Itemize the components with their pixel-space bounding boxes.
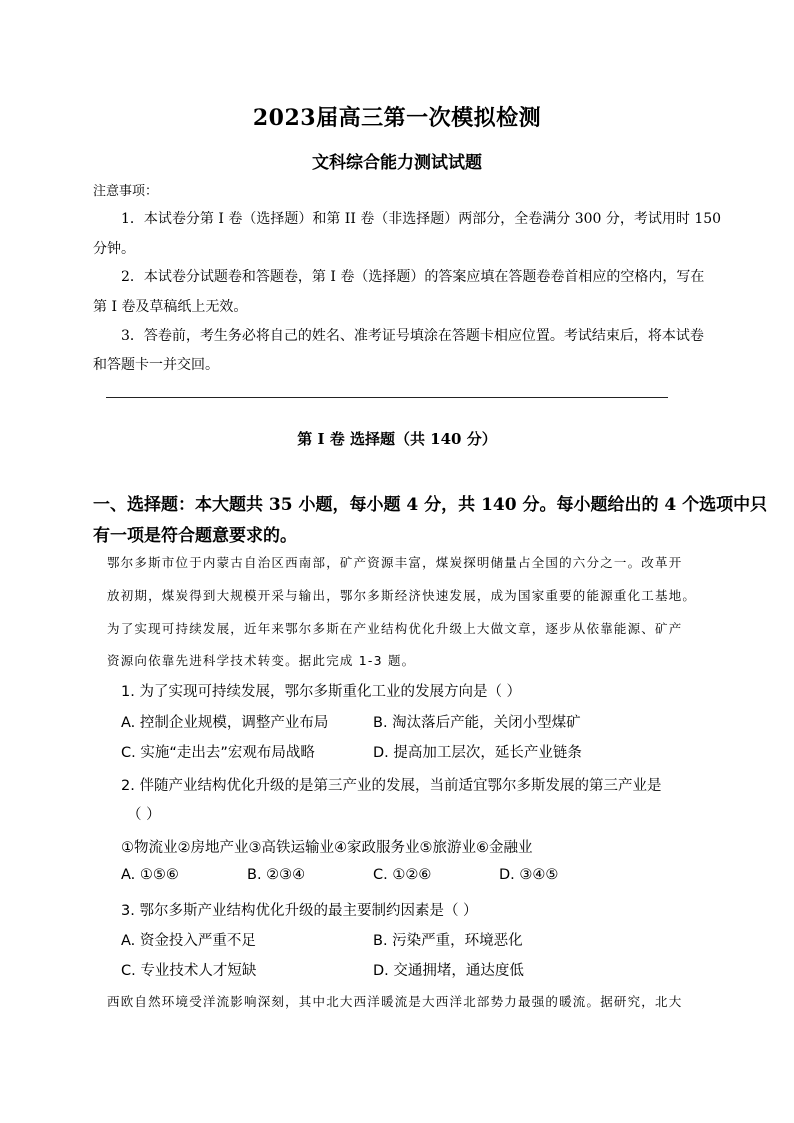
question-1-option-a: A. 控制企业规模，调整产业布局 [121, 715, 329, 731]
question-1-option-d: D. 提高加工层次，延长产业链条 [373, 745, 582, 761]
question-1-stem: 1. 为了实现可持续发展，鄂尔多斯重化工业的发展方向是（ ） [121, 684, 522, 700]
notice-item-1-line1: 1．本试卷分第 I 卷（选择题）和第 II 卷（非选择题）两部分，全卷满分 300 分，考试用时 150 [121, 211, 722, 227]
question-3-option-c: C. 专业技术人才短缺 [121, 963, 257, 979]
passage1-line4: 资源向依靠先进科学技术转变。据此完成 1-3 题。 [107, 653, 416, 668]
question-3-option-d: D. 交通拥堵，通达度低 [373, 963, 524, 979]
question-3-option-b: B. 污染严重，环境恶化 [373, 933, 523, 949]
notice-heading: 注意事项： [93, 184, 159, 199]
passage1-line3: 为了实现可持续发展，近年来鄂尔多斯在产业结构优化升级上大做文章，逐步从依靠能源、矿产 [107, 621, 683, 636]
question-3-option-a: A. 资金投入严重不足 [121, 933, 256, 949]
notice-item-2-line1: 2．本试卷分试题卷和答题卷，第 I 卷（选择题）的答案应填在答题卷卷首相应的空格内，写在 [121, 269, 705, 285]
exam-subtitle: 文科综合能力测试试题 [312, 153, 482, 173]
page-title: 2023届高三第一次模拟检测 [252, 105, 542, 131]
question-3-stem: 3. 鄂尔多斯产业结构优化升级的最主要制约因素是（ ） [121, 903, 478, 919]
question-2-option-c: C. ①②⑥ [373, 867, 432, 883]
passage1-line1: 鄂尔多斯市位于内蒙古自治区西南部，矿产资源丰富，煤炭探明储量占全国的六分之一。改革开 [107, 555, 683, 570]
notice-item-3-line2: 和答题卡一并交回。 [93, 357, 219, 373]
question-1-option-b: B. 淘汰落后产能，关闭小型煤矿 [373, 715, 581, 731]
question-2-stem: 2. 伴随产业结构优化升级的是第三产业的发展，当前适宜鄂尔多斯发展的第三产业是 [121, 778, 662, 794]
question-2-blank: （ ） [127, 807, 161, 823]
section1-heading-line1: 一、选择题：本大题共 35 小题，每小题 4 分，共 140 分。每小题给出的 4 个选项中只 [93, 495, 768, 515]
question-2-option-a: A. ①⑤⑥ [121, 867, 179, 883]
question-1-option-c: C. 实施“走出去”宏观布局战略 [121, 745, 315, 761]
notice-item-2-line2: 第 I 卷及草稿纸上无效。 [93, 299, 248, 315]
notice-item-1-line2: 分钟。 [93, 241, 135, 257]
question-2-option-d: D. ③④⑤ [499, 867, 559, 883]
divider-line [106, 397, 668, 398]
notice-item-3-line1: 3．答卷前，考生务必将自己的姓名、准考证号填涂在答题卡相应位置。考试结束后，将本试卷 [121, 328, 704, 344]
passage1-line2: 放初期，煤炭得到大规模开采与输出，鄂尔多斯经济快速发展，成为国家重要的能源重化工基地。 [107, 588, 697, 603]
part1-title: 第 I 卷 选择题（共 140 分） [297, 430, 497, 448]
section1-heading-line2: 有一项是符合题意要求的。 [93, 526, 297, 546]
question-2-option-b: B. ②③④ [247, 867, 306, 883]
question-2-list: ①物流业②房地产业③高铁运输业④家政服务业⑤旅游业⑥金融业 [121, 840, 533, 856]
passage2-line1: 西欧自然环境受洋流影响深刻，其中北大西洋暖流是大西洋北部势力最强的暖流。据研究，北大 [107, 994, 683, 1009]
